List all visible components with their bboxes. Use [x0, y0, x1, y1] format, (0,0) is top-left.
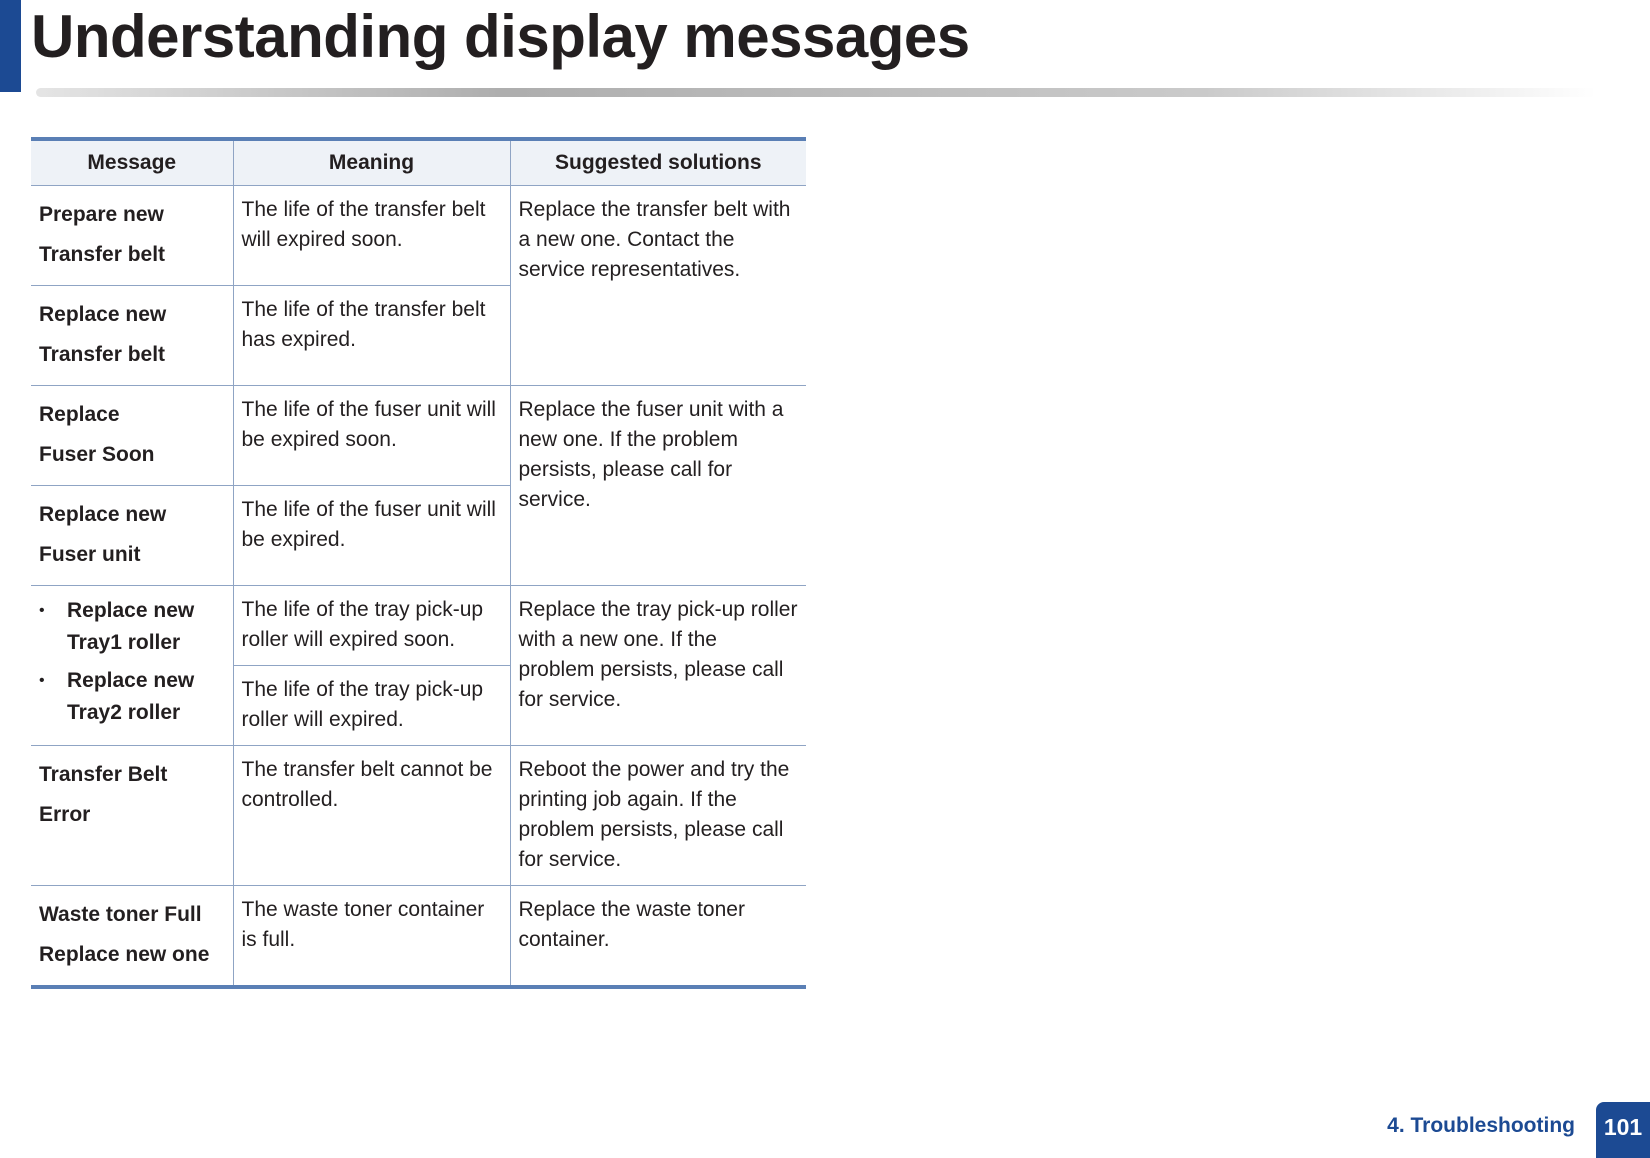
message-line: Replace new one — [39, 943, 210, 966]
message-cell — [31, 586, 233, 746]
message-line: Waste toner Full — [39, 903, 202, 926]
message-line: Transfer belt — [39, 243, 166, 266]
table-row — [31, 186, 806, 286]
meaning-cell: The life of the tray pick-up roller will expired soon. — [233, 586, 510, 666]
title-divider — [36, 88, 1596, 97]
message-line: Replace new — [39, 503, 167, 526]
title-accent-bar — [0, 0, 21, 92]
meaning-cell: The life of the fuser unit will be expired soon. — [233, 386, 510, 486]
table-row — [31, 586, 806, 666]
message-cell — [31, 186, 233, 286]
meaning-cell: The waste toner container is full. — [233, 886, 510, 988]
meaning-cell: The life of the fuser unit will be expired. — [233, 486, 510, 586]
message-line: Prepare new — [39, 203, 164, 226]
solution-cell: Replace the tray pick-up roller with a new one. If the problem persists, please call for service. — [510, 586, 806, 746]
meaning-cell: The life of the transfer belt will expired soon. — [233, 186, 510, 286]
message-cell — [31, 286, 233, 386]
meaning-cell: The life of the transfer belt has expired. — [233, 286, 510, 386]
table-row — [31, 886, 806, 988]
message-line: Replace new — [39, 303, 167, 326]
footer-section-link[interactable]: 4. Troubleshooting — [1387, 1114, 1575, 1137]
meaning-cell: The transfer belt cannot be controlled. — [233, 746, 510, 886]
message-cell — [31, 486, 233, 586]
meaning-cell: The life of the tray pick-up roller will expired. — [233, 666, 510, 746]
column-header-meaning: Meaning — [233, 139, 510, 186]
message-line: Replace — [39, 403, 120, 426]
solution-cell: Reboot the power and try the printing job again. If the problem persists, please call for service. — [510, 746, 806, 886]
table-header-row — [31, 139, 806, 186]
table-row — [31, 386, 806, 486]
column-header-message: Message — [31, 139, 233, 186]
message-line: Transfer Belt — [39, 763, 168, 786]
message-cell — [31, 886, 233, 988]
message-line: Fuser Soon — [39, 443, 155, 466]
message-line: Error — [39, 803, 91, 826]
message-cell — [31, 386, 233, 486]
message-line: Transfer belt — [39, 343, 166, 366]
list-item: • Replace new Tray2 roller — [39, 665, 225, 729]
message-cell — [31, 746, 233, 886]
solution-cell: Replace the waste toner container. — [510, 886, 806, 988]
solution-cell: Replace the fuser unit with a new one. If the problem persists, please call for service. — [510, 386, 806, 586]
message-line: Fuser unit — [39, 543, 141, 566]
table-row — [31, 746, 806, 886]
message-bullet-list — [39, 595, 225, 729]
display-messages-table — [31, 137, 806, 989]
solution-cell: Replace the transfer belt with a new one. Contact the service representatives. — [510, 186, 806, 386]
page-number: 101 — [1596, 1102, 1650, 1158]
page-title: Understanding display messages — [31, 3, 970, 70]
list-item: • Replace new Tray1 roller — [39, 595, 225, 659]
column-header-solutions: Suggested solutions — [510, 139, 806, 186]
